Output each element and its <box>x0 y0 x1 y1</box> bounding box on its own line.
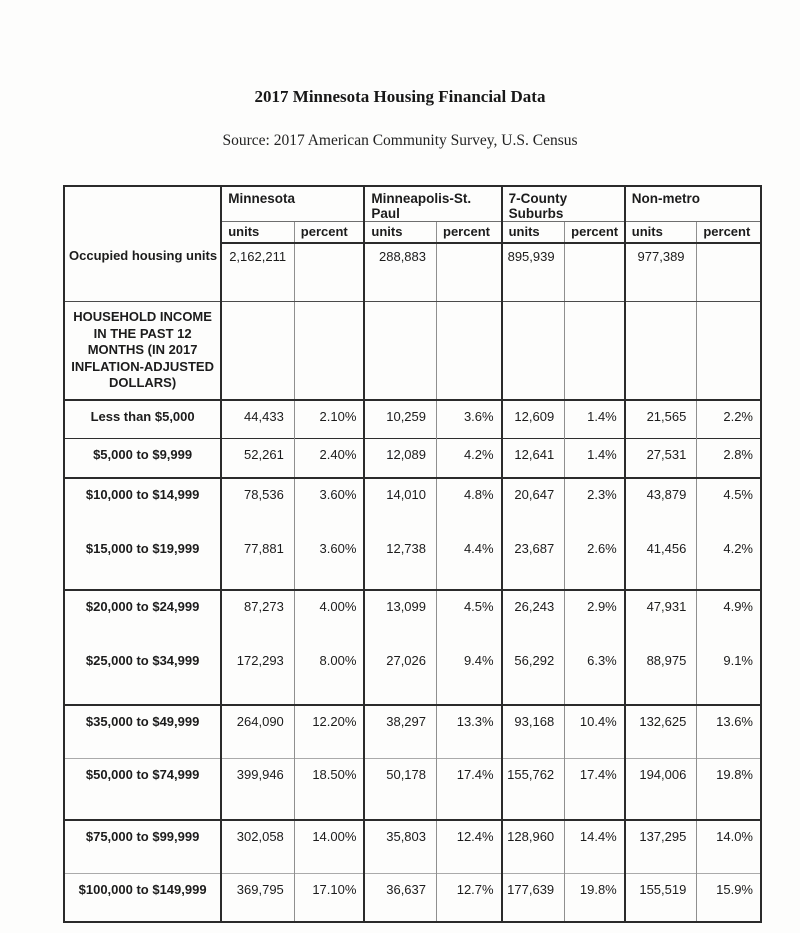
occupied-housing-units-row <box>64 243 761 302</box>
region-header-7-county-suburbs: 7-County Suburbs <box>502 186 625 222</box>
income-category-label: $100,000 to $149,999 <box>64 874 221 922</box>
income-category-label: $35,000 to $49,999 <box>64 705 221 759</box>
percent-value: 3.6% <box>437 400 502 439</box>
empty-cell <box>437 302 502 400</box>
percent-value <box>294 243 364 302</box>
income-category-label: Less than $5,000 <box>64 400 221 439</box>
units-value: 47,931 <box>625 590 697 645</box>
units-value: 35,803 <box>364 820 436 874</box>
percent-value: 4.5% <box>697 478 761 533</box>
percent-value: 12.20% <box>294 705 364 759</box>
income-category-label: $50,000 to $74,999 <box>64 759 221 820</box>
units-value: 26,243 <box>502 590 565 645</box>
percent-value: 3.60% <box>294 478 364 533</box>
percent-header: percent <box>294 222 364 243</box>
corner-cell <box>64 186 221 243</box>
units-header: units <box>502 222 565 243</box>
units-value: 977,389 <box>625 243 697 302</box>
percent-value: 4.4% <box>437 533 502 590</box>
percent-value: 14.0% <box>697 820 761 874</box>
income-category-label: $15,000 to $19,999 <box>85 540 200 556</box>
units-value: 302,058 <box>221 820 294 874</box>
units-value: 21,565 <box>625 400 697 439</box>
empty-cell <box>565 302 625 400</box>
income-row <box>64 759 761 820</box>
units-value: 177,639 <box>502 874 565 922</box>
percent-value: 8.00% <box>294 645 364 705</box>
percent-value <box>565 243 625 302</box>
percent-value: 10.4% <box>565 705 625 759</box>
percent-header: percent <box>437 222 502 243</box>
income-category-label: $5,000 to $9,999 <box>64 439 221 478</box>
percent-value: 3.60% <box>294 533 364 590</box>
units-value: 88,975 <box>625 645 697 705</box>
units-value: 264,090 <box>221 705 294 759</box>
units-value: 137,295 <box>625 820 697 874</box>
units-value: 43,879 <box>625 478 697 533</box>
units-value: 128,960 <box>502 820 565 874</box>
empty-cell <box>294 302 364 400</box>
income-category-label: $10,000 to $14,999 <box>64 478 221 533</box>
units-value: 93,168 <box>502 705 565 759</box>
units-value: 12,641 <box>502 439 565 478</box>
percent-value: 12.7% <box>437 874 502 922</box>
region-header-row <box>64 186 761 222</box>
income-row <box>64 478 761 533</box>
units-value: 78,536 <box>221 478 294 533</box>
units-value: 27,026 <box>364 645 436 705</box>
units-value: 399,946 <box>221 759 294 820</box>
percent-value: 2.3% <box>565 478 625 533</box>
percent-header: percent <box>565 222 625 243</box>
percent-value: 4.5% <box>437 590 502 645</box>
percent-value: 4.2% <box>697 533 761 590</box>
percent-value: 18.50% <box>294 759 364 820</box>
units-value: 172,293 <box>221 645 294 705</box>
units-value: 895,939 <box>502 243 565 302</box>
income-row <box>64 400 761 439</box>
income-row <box>64 705 761 759</box>
units-value: 52,261 <box>221 439 294 478</box>
source-line: Source: 2017 American Community Survey, U.S. Census <box>222 132 578 149</box>
units-value: 369,795 <box>221 874 294 922</box>
percent-value: 13.6% <box>697 705 761 759</box>
percent-value: 19.8% <box>565 874 625 922</box>
units-value: 27,531 <box>625 439 697 478</box>
household-income-section-row <box>64 302 761 400</box>
units-value: 10,259 <box>364 400 436 439</box>
percent-value: 1.4% <box>565 400 625 439</box>
percent-value: 4.9% <box>697 590 761 645</box>
empty-cell <box>697 302 761 400</box>
units-value: 56,292 <box>502 645 565 705</box>
percent-value: 2.2% <box>697 400 761 439</box>
percent-header: percent <box>697 222 761 243</box>
units-value: 155,519 <box>625 874 697 922</box>
percent-value: 2.40% <box>294 439 364 478</box>
units-value: 36,637 <box>364 874 436 922</box>
region-header-non-metro: Non-metro <box>625 186 761 222</box>
units-value: 23,687 <box>502 533 565 590</box>
percent-value: 9.4% <box>437 645 502 705</box>
percent-value: 17.4% <box>437 759 502 820</box>
units-value: 12,609 <box>502 400 565 439</box>
units-value: 2,162,211 <box>221 243 294 302</box>
percent-value: 4.00% <box>294 590 364 645</box>
units-header: units <box>364 222 436 243</box>
units-value: 194,006 <box>625 759 697 820</box>
units-header: units <box>625 222 697 243</box>
percent-value: 19.8% <box>697 759 761 820</box>
percent-value: 9.1% <box>697 645 761 705</box>
units-value: 12,089 <box>364 439 436 478</box>
percent-value: 2.9% <box>565 590 625 645</box>
units-value: 77,881 <box>221 533 294 590</box>
page-title: 2017 Minnesota Housing Financial Data <box>254 87 546 106</box>
percent-value: 14.4% <box>565 820 625 874</box>
percent-value <box>437 243 502 302</box>
percent-value: 4.8% <box>437 478 502 533</box>
income-category-label: $75,000 to $99,999 <box>64 820 221 874</box>
percent-value: 14.00% <box>294 820 364 874</box>
percent-value: 2.6% <box>565 533 625 590</box>
income-row <box>64 590 761 645</box>
units-value: 41,456 <box>625 533 697 590</box>
income-row <box>64 874 761 922</box>
units-value: 13,099 <box>364 590 436 645</box>
units-value: 20,647 <box>502 478 565 533</box>
household-income-section-label: HOUSEHOLD INCOME IN THE PAST 12 MONTHS (IN 2017 INFLATION-ADJUSTED DOLLARS) <box>71 309 214 390</box>
empty-cell <box>364 302 436 400</box>
percent-value: 15.9% <box>697 874 761 922</box>
income-row <box>64 645 761 705</box>
units-value: 288,883 <box>364 243 436 302</box>
units-value: 50,178 <box>364 759 436 820</box>
percent-value: 17.4% <box>565 759 625 820</box>
units-value: 155,762 <box>502 759 565 820</box>
units-value: 38,297 <box>364 705 436 759</box>
occupied-row-label: Occupied housing units <box>64 243 221 302</box>
region-header-minneapolis-st-paul: Minneapolis-St. Paul <box>364 186 501 222</box>
percent-value: 2.10% <box>294 400 364 439</box>
empty-cell <box>221 302 294 400</box>
units-value: 44,433 <box>221 400 294 439</box>
percent-value: 6.3% <box>565 645 625 705</box>
income-row <box>64 820 761 874</box>
percent-value <box>697 243 761 302</box>
percent-value: 12.4% <box>437 820 502 874</box>
units-header: units <box>221 222 294 243</box>
empty-cell <box>625 302 697 400</box>
income-category-label: $25,000 to $34,999 <box>85 652 200 668</box>
empty-cell <box>502 302 565 400</box>
income-row <box>64 533 761 590</box>
percent-value: 17.10% <box>294 874 364 922</box>
percent-value: 2.8% <box>697 439 761 478</box>
units-value: 87,273 <box>221 590 294 645</box>
housing-data-table <box>63 185 762 923</box>
percent-value: 4.2% <box>437 439 502 478</box>
units-value: 12,738 <box>364 533 436 590</box>
region-header-minnesota: Minnesota <box>221 186 364 222</box>
units-value: 132,625 <box>625 705 697 759</box>
percent-value: 1.4% <box>565 439 625 478</box>
percent-value: 13.3% <box>437 705 502 759</box>
income-category-label: $20,000 to $24,999 <box>64 590 221 645</box>
units-value: 14,010 <box>364 478 436 533</box>
income-row <box>64 439 761 478</box>
